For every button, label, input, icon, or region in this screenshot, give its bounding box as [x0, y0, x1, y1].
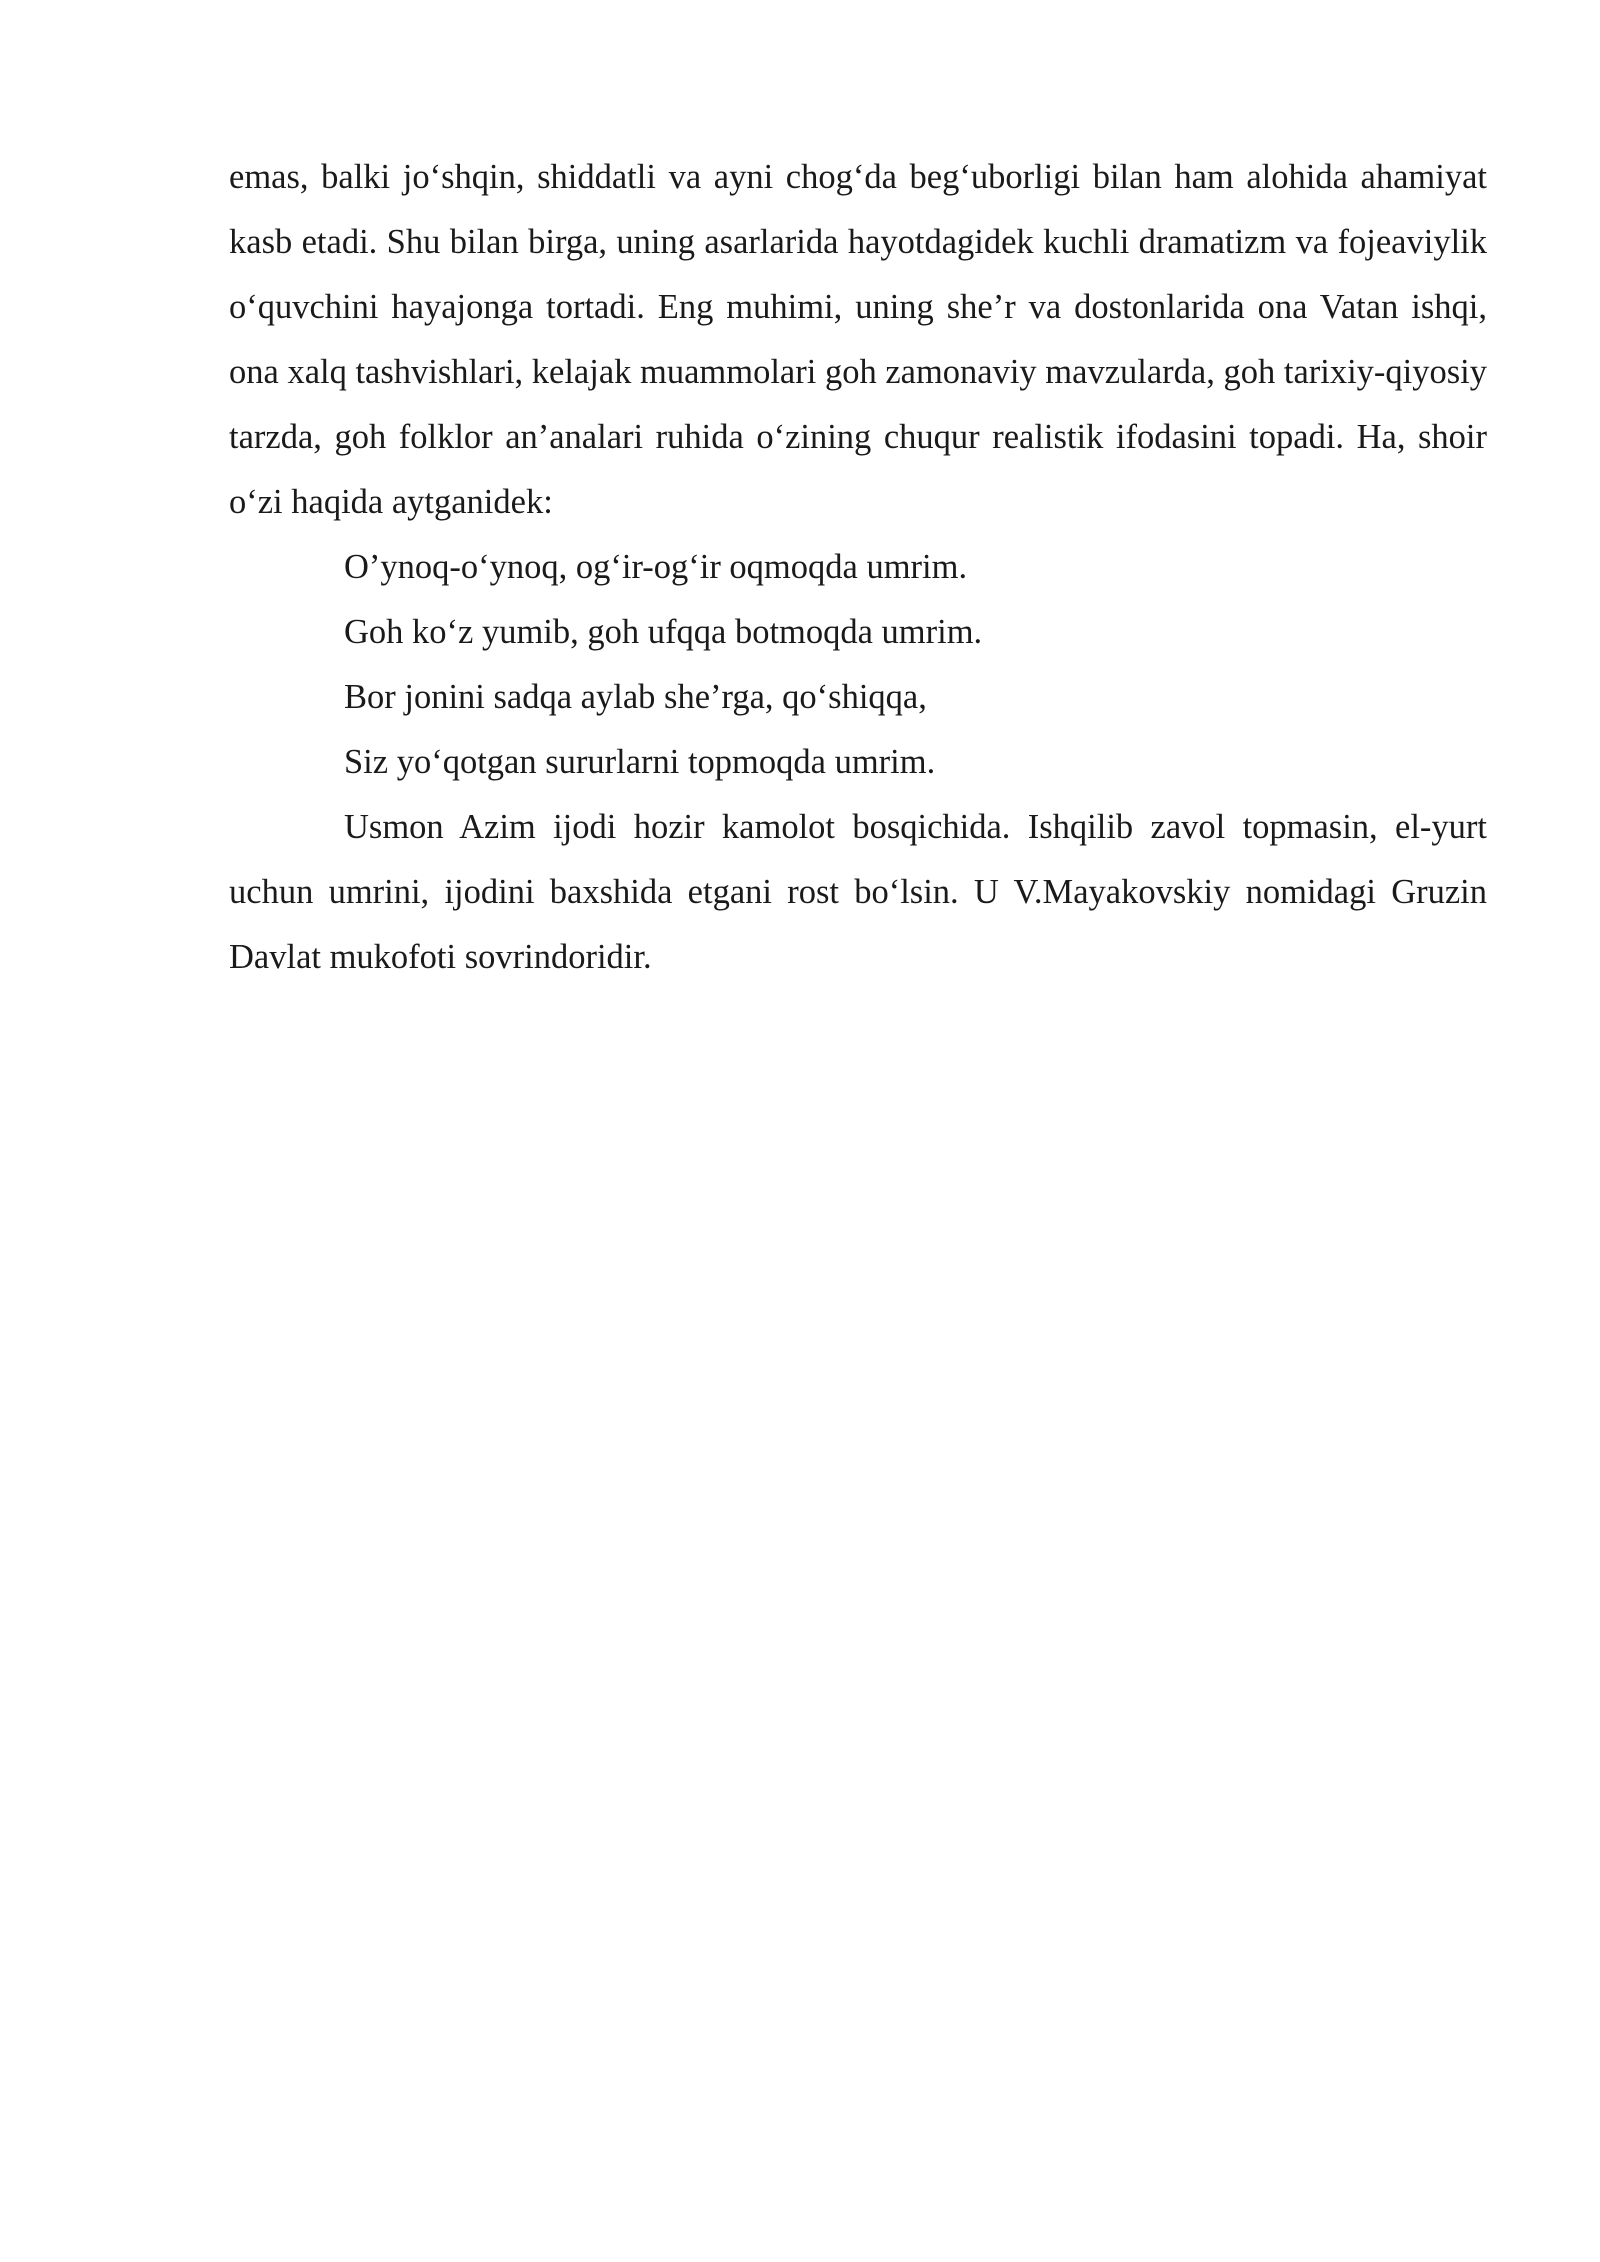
document-body — [229, 145, 1487, 990]
paragraph-conclusion: Usmon Azim ijodi hozir kamolot bosqichida. Ishqilib zavol topmasin, el-yurt uchun umrini, ijodini baxshida etgani rost bo‘lsin. U V.Mayakovskiy nomidagi Gruzin Davlat mukofoti sovrindoridir. — [229, 808, 1487, 976]
poem-line-3: Bor jonini sadqa aylab she’rga, qo‘shiqqa, — [344, 678, 927, 716]
paragraph-continuation: emas, balki jo‘shqin, shiddatli va ayni chog‘da beg‘uborligi bilan ham alohida ahamiyat kasb etadi. Shu bilan birga, uning asarlarida hayotdagidek kuchli dramatizm va fojeaviylik o‘quvchini hayajonga tortadi. Eng muhimi, uning she’r va dostonlarida ona Vatan ishqi, ona xalq tashvishlari, kelajak muammolari goh zamonaviy mavzularda, goh tarixiy-qiyosiy tarzda, goh folklor an’analari ruhida o‘zining chuqur realistik ifodasini topadi. Ha, shoir o‘zi haqida aytganidek: — [229, 158, 1487, 521]
poem-line-4: Siz yo‘qotgan sururlarni topmoqda umrim. — [344, 743, 936, 781]
poem-line-1: O’ynoq-o‘ynoq, og‘ir-og‘ir oqmoqda umrim. — [344, 548, 968, 586]
poem-quote — [229, 535, 1487, 795]
poem-line-2: Goh ko‘z yumib, goh ufqqa botmoqda umrim. — [344, 613, 983, 651]
